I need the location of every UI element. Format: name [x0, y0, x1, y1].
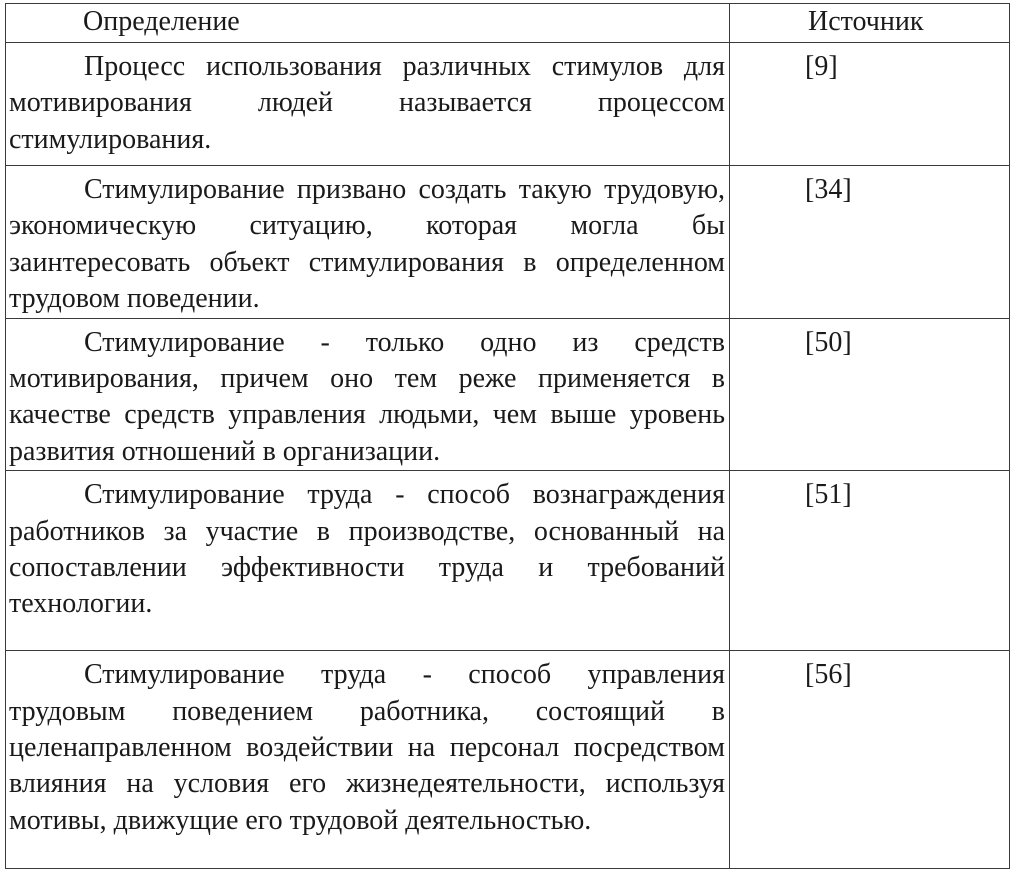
source-reference: [34]	[805, 174, 852, 205]
definition-cell	[6, 651, 730, 869]
definition-text: Процесс использования различных стимулов для мотивирования людей называется процессом стимулирования.	[9, 51, 725, 155]
table-row	[6, 166, 1010, 319]
header-source: Источник	[730, 4, 1010, 43]
definition-text: Стимулирование - только одно из средств мотивирования, причем оно тем реже применяется в качестве средств управления людьми, чем выше уровень развития отношений в организации.	[9, 326, 725, 467]
source-cell	[730, 43, 1010, 166]
definition-cell	[6, 166, 730, 319]
table-row	[6, 318, 1010, 471]
table-row	[6, 471, 1010, 651]
definition-cell	[6, 471, 730, 651]
definition-cell	[6, 318, 730, 471]
source-cell	[730, 651, 1010, 869]
definition-text: Стимулирование призвано создать такую трудовую, экономическую ситуацию, которая могла бы заинтересовать объект стимулирования в определенном трудовом поведении.	[9, 174, 725, 315]
definition-cell	[6, 43, 730, 166]
definition-text: Стимулирование труда - способ управления трудовым поведением работника, состоящий в целенаправленном воздействии на персонал посредством влияния на условия его жизнедеятельности, используя мотивы, движущие его трудовой деятельностью.	[9, 659, 725, 836]
source-cell	[730, 471, 1010, 651]
source-cell	[730, 166, 1010, 319]
source-reference: [51]	[805, 479, 852, 511]
definitions-table	[5, 3, 1010, 869]
definition-text: Стимулирование труда - способ вознаграждения работников за участие в производстве, основанный на сопоставлении эффективности труда и требований технологии.	[9, 479, 725, 620]
source-reference: [50]	[805, 326, 852, 358]
source-reference: [9]	[805, 51, 838, 82]
table-row	[6, 651, 1010, 869]
table-header-row	[6, 4, 1010, 43]
source-cell	[730, 318, 1010, 471]
header-definition: Определение	[6, 4, 730, 43]
source-reference: [56]	[805, 659, 852, 691]
table-row	[6, 43, 1010, 166]
